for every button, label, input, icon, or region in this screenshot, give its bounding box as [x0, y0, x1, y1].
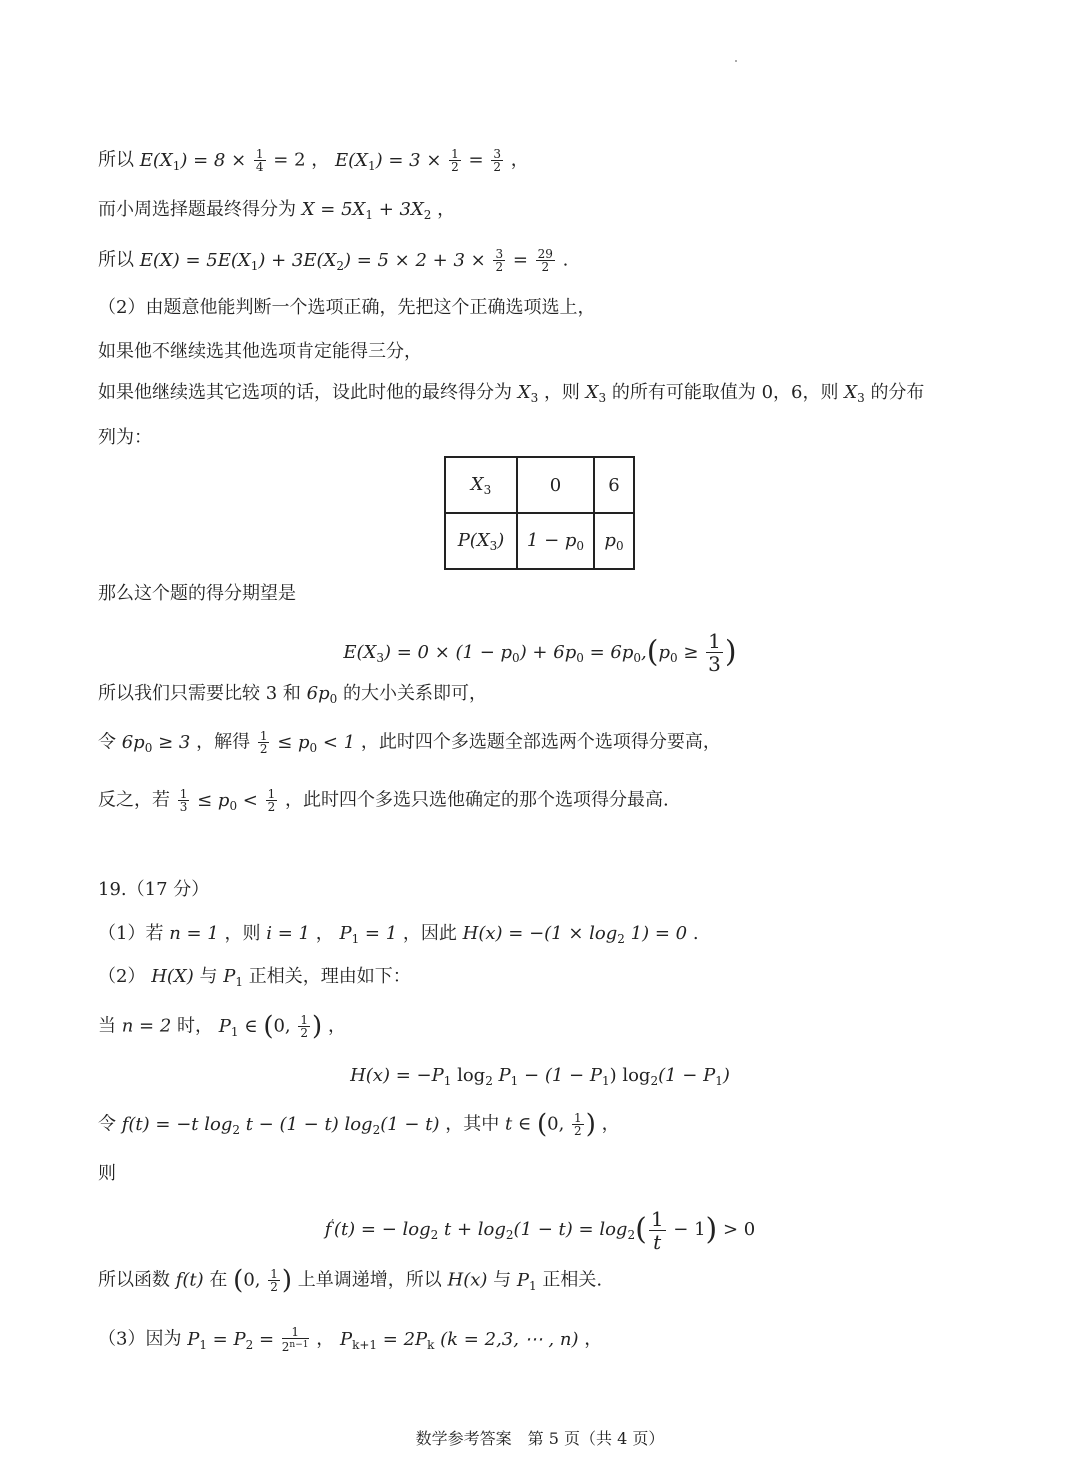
formula-entropy: $H(x) = -P_1$ $\log_2 P_1 - (1 - P_1) \log_2(1 - P_1)$: [350, 1065, 730, 1088]
line-19-part2-claim: （2） H(X) 与 $P_1$ 正相关，理由如下：: [98, 966, 411, 989]
line-solve-inequality: 令 $6p_0 \ge 3$ ，解得 $\frac{1}{2}$ ≤ $p_0 < 1$ ，此时四个多选题全部选两个选项得分要高，: [98, 729, 721, 756]
line-19-part1: （1）若 n = 1 ，则 i = 1 ， $P_1 = 1$ ，因此 $H(x) = -(1 \times \log_2 1) = 0$ .: [98, 923, 699, 946]
line-list-as: 列为：: [98, 427, 152, 448]
formula-derivative: f′(t) = − $\log_2 t + \log_2(1 - t) = \log_2$( $\frac{1}{t}$ − 1) > 0: [324, 1206, 756, 1254]
formula-expectation-x3: $E(X_3) = 0 \times (1 - p_0) + 6p_0 = 6p_0,(p_0$ ≥ $\frac{1}{3}$ ): [343, 629, 737, 676]
line-monotonic: 所以函数 f(t) 在 (0, $\frac{1}{2}$ ) 上单调递增，所以 H(x) 与 $P_1$ 正相关.: [98, 1265, 603, 1296]
question-19-heading: 19.（17 分）: [98, 879, 210, 900]
scan-speck: [735, 60, 737, 62]
line-part2-intro: （2）由题意他能判断一个选项正确，先把这个正确选项选上，: [98, 297, 596, 318]
line-expectation-intro: 那么这个题的得分期望是: [98, 583, 296, 604]
line-part2-x3: 如果他继续选其它选项的话，设此时他的最终得分为 $X_3$ ，则 $X_3$ 的所有可能取值为 0，6，则 $X_3$ 的分布: [98, 382, 925, 405]
line-score-formula: 而小周选择题最终得分为 $X = 5X_1 + 3X_2$ ，: [98, 199, 456, 222]
line-n-equals-2: 当 n = 2 时， $P_1$ ∈ (0, $\frac{1}{2}$ ) ，: [98, 1011, 346, 1042]
line-expectation-x1: 所以 $E(X_1) = 8$ × $\frac{1}{4}$ = 2 ， $E(X_1) = 3$ × $\frac{1}{2}$ = $\frac{3}{2}$ ，: [98, 147, 529, 174]
table-cell: 0: [517, 457, 594, 513]
line-part2-three-points: 如果他不继续选其他选项肯定能得三分，: [98, 341, 422, 362]
distribution-table: [444, 456, 635, 570]
table-cell: $1 - p_0$: [517, 513, 594, 569]
table-cell: $p_0$: [594, 513, 634, 569]
line-define-f: 令 f(t) = −t $\log_2 t - (1 - t) \log_2(1 - t)$ ，其中 t ∈ (0, $\frac{1}{2}$ ) ，: [98, 1109, 620, 1140]
table-row: [445, 513, 634, 569]
line-then: 则: [98, 1163, 116, 1184]
table-header-px3: $P(X_3)$: [445, 513, 517, 569]
line-19-part3: （3）因为 $P_1 = P_2$ = $\frac{1}{2^{n-1}}$ ， $P_{k+1} = 2P_k$ (k = 2,3, ⋯ , n) ，: [98, 1325, 603, 1354]
table-header-x3: $X_3$: [445, 457, 517, 513]
line-expectation-total: 所以 $E(X) = 5E(X_1) + 3E(X_2) = 5 \times 2 + 3$ × $\frac{3}{2}$ = $\frac{29}{2}$ .: [98, 247, 569, 274]
table-row: [445, 457, 634, 513]
line-compare: 所以我们只需要比较 3 和 $6p_0$ 的大小关系即可，: [98, 683, 487, 706]
line-otherwise: 反之，若 $\frac{1}{3}$ ≤ $p_0$ < $\frac{1}{2}$ ，此时四个多选只选他确定的那个选项得分最高.: [98, 787, 669, 814]
table-cell: 6: [594, 457, 634, 513]
page-footer: 数学参考答案 第 5 页（共 4 页）: [415, 1429, 665, 1448]
